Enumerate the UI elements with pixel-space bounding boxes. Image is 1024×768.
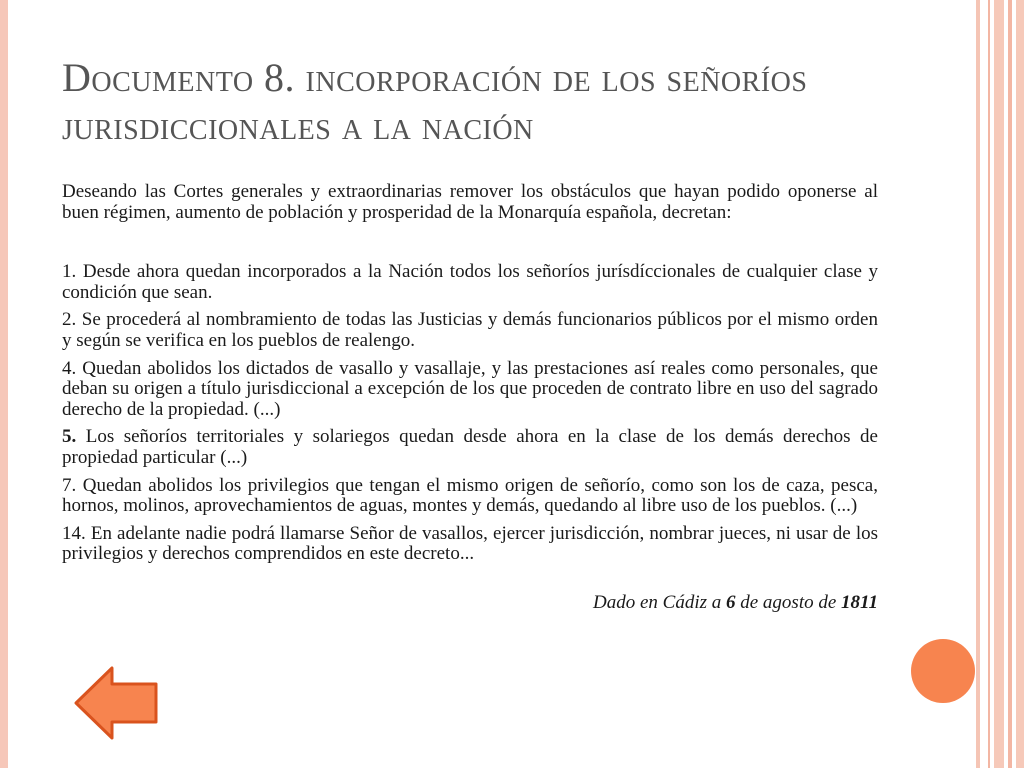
left-border-stripe xyxy=(0,0,8,768)
intro-paragraph: Deseando las Cortes generales y extraordinarias remover los obstáculos que hayan podido oponerse al buen régimen, aumento de población y prosperidad de la Monarquía española, decretan: xyxy=(62,181,878,223)
article-5-text: Los señoríos territoriales y solariegos quedan desde ahora en la clase de los demás derechos de propiedad particular (...) xyxy=(62,426,878,468)
article-5-number: 5. xyxy=(62,426,77,448)
article-1: 1. Desde ahora quedan incorporados a la Nación todos los señoríos jurísdíccionales de cualquier clase y condición que sean. xyxy=(62,261,878,303)
article-4: 4. Quedan abolidos los dictados de vasallo y vasallaje, y las prestaciones así reales como personales, que deban su origen a título jurisdiccional a excepción de los que proceden de contrato libre en uso del sagrado derecho de la propiedad. (...) xyxy=(62,357,878,420)
signature-day: 6 xyxy=(726,591,736,613)
right-border-stripe xyxy=(1016,0,1024,768)
right-border-stripe xyxy=(994,0,1004,768)
article-7: 7. Quedan abolidos los privilegios que tengan el mismo origen de señorío, como son los de caza, pesca, hornos, molinos, aprovechamientos de aguas, montes y demás, quedando al libre uso de los pueblos. (...) xyxy=(62,474,878,517)
slide-title: Documento 8. incorporación de los señoríos jurisdiccionales a la nación xyxy=(62,55,808,148)
article-2: 2. Se procederá al nombramiento de todas las Justicias y demás funcionarios públicos por el mismo orden y según se verifica en los pueblos de realengo. xyxy=(62,309,878,351)
right-border-stripe xyxy=(988,0,990,768)
orange-circle-decoration xyxy=(911,639,975,703)
right-border-stripe xyxy=(976,0,980,768)
signature-prefix: Dado en Cádiz a xyxy=(593,591,726,613)
back-arrow-icon xyxy=(74,666,160,740)
article-5 xyxy=(62,427,878,468)
document-body xyxy=(62,182,878,614)
article-14: 14. En adelante nadie podrá llamarse Señor de vasallos, ejercer jurisdicción, nombrar jueces, ni usar de los privilegios y derechos comprendidos en este decreto... xyxy=(62,522,878,565)
right-border-stripe xyxy=(1008,0,1012,768)
signature-line xyxy=(62,593,878,614)
back-button[interactable] xyxy=(74,666,160,740)
signature-middle: de agosto de xyxy=(735,591,842,613)
signature-year: 1811 xyxy=(841,591,878,613)
